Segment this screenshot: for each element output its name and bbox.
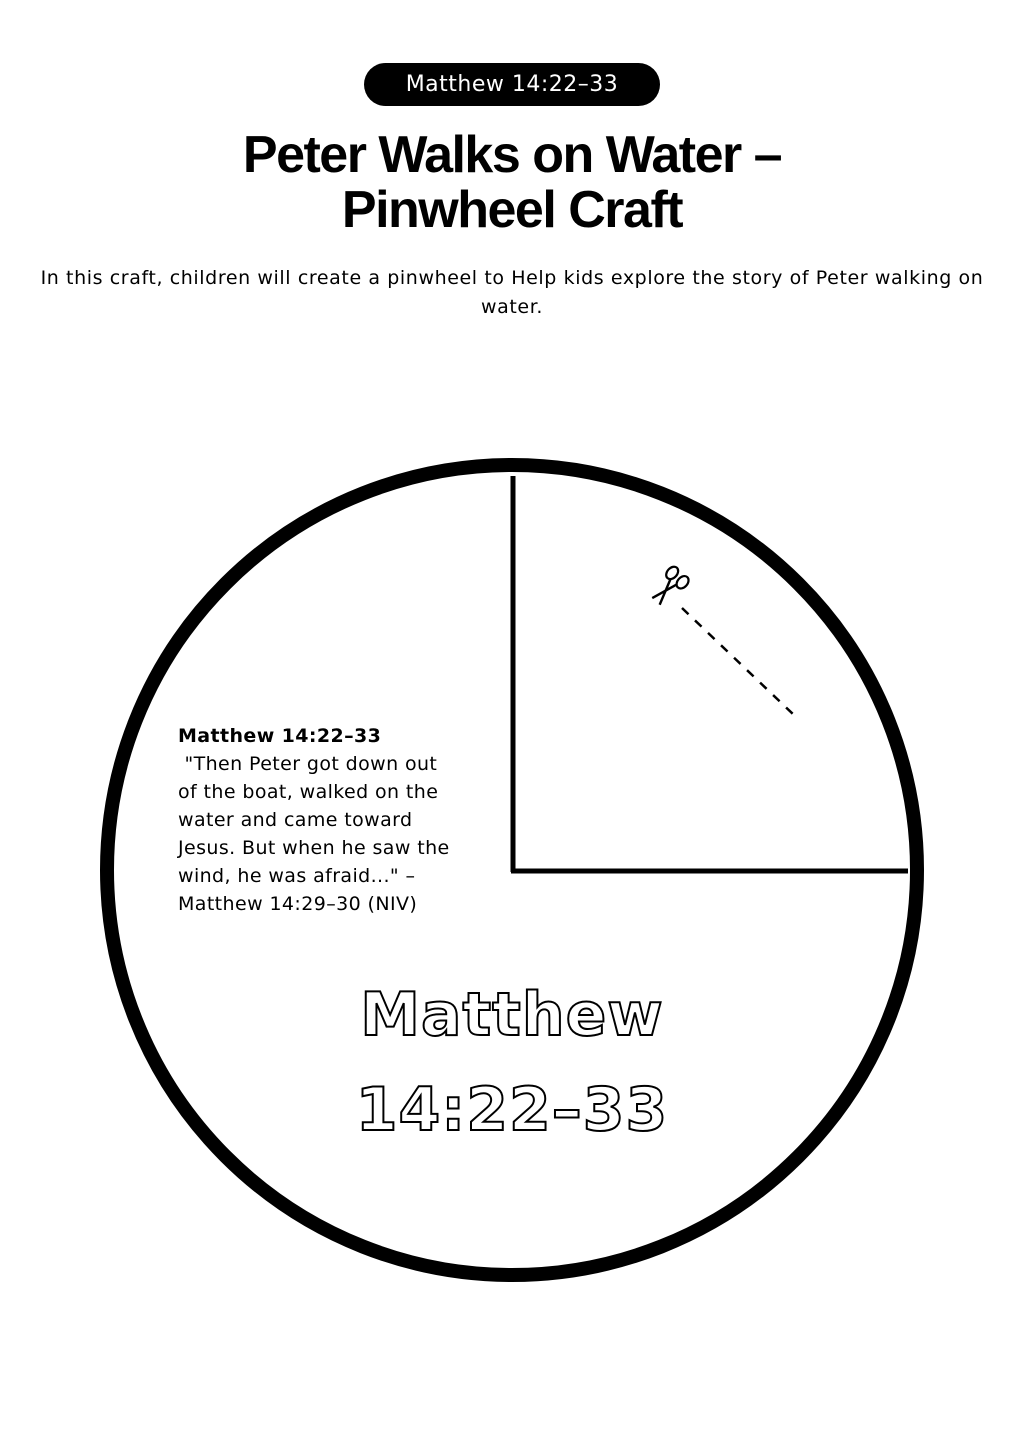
scripture-badge: Matthew 14:22–33 — [364, 63, 660, 106]
outline-title-line-2: 14:22–33 — [355, 1075, 669, 1145]
dashed-cut-guide — [682, 608, 795, 716]
scissors-icon — [647, 564, 691, 609]
title-line-1: Peter Walks on Water – — [242, 126, 782, 184]
intro-text: In this craft, children will create a pinwheel to Help kids explore the story of Peter walking on water. — [40, 267, 984, 318]
verse-block — [178, 722, 488, 918]
verse-text: "Then Peter got down out of the boat, walked on the water and came toward Jesus. But when he saw the wind, he was afraid..." – Matthew 14:29–30 (NIV) — [178, 753, 450, 915]
outline-title-line-1: Matthew — [360, 980, 664, 1050]
verse-reference: Matthew 14:22–33 — [178, 725, 382, 747]
title-line-2: Pinwheel Craft — [341, 181, 683, 239]
